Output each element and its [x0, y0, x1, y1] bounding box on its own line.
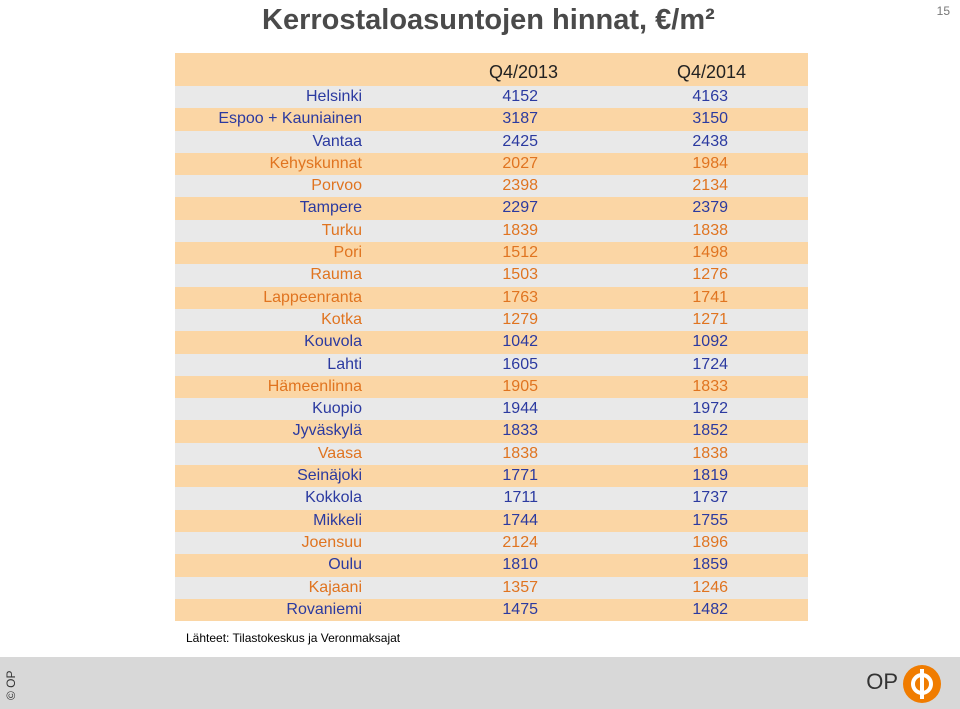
q4-2013-value-cell: 1810 [502, 556, 538, 574]
q4-2014-value-cell: 1482 [692, 600, 728, 618]
q4-2013-value-cell: 2027 [502, 154, 538, 172]
q4-2013-value-cell: 1839 [502, 221, 538, 239]
source-note: Lähteet: Tilastokeskus ja Veronmaksajat [186, 631, 401, 645]
table-row [175, 86, 808, 108]
footer-bar [0, 657, 960, 709]
price-table [175, 53, 808, 621]
city-name-cell: Vaasa [317, 444, 362, 462]
table-row [175, 487, 808, 509]
table-row [175, 175, 808, 197]
city-name-cell: Kehyskunnat [269, 154, 362, 172]
q4-2014-value-cell: 1246 [692, 578, 728, 596]
q4-2014-value-cell: 1833 [692, 377, 728, 395]
table-row [175, 287, 808, 309]
city-name-cell: Pori [333, 244, 362, 262]
city-name-cell: Hämeenlinna [267, 377, 362, 395]
page-number: 15 [936, 4, 950, 18]
city-name-cell: Helsinki [305, 88, 362, 105]
table-row [175, 465, 808, 487]
city-name-cell: Jyväskylä [292, 422, 362, 440]
table-row [175, 443, 808, 465]
city-name-cell: Rovaniemi [286, 600, 362, 618]
q4-2013-value-cell: 1357 [502, 578, 538, 596]
city-name-cell: Porvoo [311, 177, 362, 195]
q4-2014-value-cell: 1819 [692, 467, 728, 485]
q4-2014-value-cell: 1724 [692, 355, 728, 373]
table-row [175, 108, 808, 130]
page-title: Kerrostaloasuntojen hinnat, €/m² [262, 4, 715, 36]
q4-2014-value-cell: 1737 [692, 489, 728, 507]
q4-2014-value-cell: 1984 [692, 154, 728, 172]
q4-2013-value-cell: 2297 [502, 199, 538, 217]
table-row [175, 510, 808, 532]
table-row [175, 577, 808, 599]
q4-2013-value-cell: 1605 [502, 355, 538, 373]
q4-2014-value-cell: 1896 [692, 533, 728, 551]
q4-2014-value-cell: 2134 [692, 177, 728, 195]
table-row [175, 554, 808, 576]
q4-2013-value-cell: 1763 [502, 288, 538, 306]
q4-2014-value-cell: 1741 [692, 288, 728, 306]
q4-2013-value-cell: 2124 [502, 533, 538, 551]
table-row [175, 599, 808, 621]
city-name-cell: Tampere [299, 199, 362, 217]
q4-2013-value-cell: 1279 [502, 310, 538, 328]
op-logo-text: OP [866, 669, 898, 694]
q4-2014-value-cell: 1092 [692, 333, 728, 351]
q4-2013-value-cell: 1905 [502, 377, 538, 395]
city-name-cell: Turku [321, 221, 362, 239]
city-name-cell: Lahti [327, 355, 362, 373]
table-row [175, 420, 808, 442]
q4-2014-value-cell: 1755 [692, 511, 728, 529]
q4-2014-value-cell: 1972 [692, 400, 728, 418]
city-name-cell: Kokkola [305, 489, 362, 507]
q4-2013-value-cell: 1503 [502, 266, 538, 284]
city-name-cell: Kajaani [308, 578, 362, 596]
table-row [175, 398, 808, 420]
table-row [175, 131, 808, 153]
table-row [175, 197, 808, 219]
column-header-q4-2013: Q4/2013 [488, 62, 558, 82]
q4-2013-value-cell: 4152 [502, 88, 538, 105]
q4-2014-value-cell: 1838 [692, 444, 728, 462]
city-name-cell: Kotka [321, 310, 362, 328]
city-name-cell: Rauma [310, 266, 362, 284]
q4-2014-value-cell: 2379 [692, 199, 728, 217]
q4-2014-value-cell: 4163 [692, 88, 728, 105]
table-row [175, 331, 808, 353]
city-name-cell: Oulu [328, 556, 362, 574]
table-row [175, 532, 808, 554]
q4-2013-value-cell: 1475 [502, 600, 538, 618]
table-row [175, 220, 808, 242]
table-row [175, 153, 808, 175]
city-name-cell: Vantaa [312, 132, 362, 150]
q4-2014-value-cell: 1271 [692, 310, 728, 328]
q4-2014-value-cell: 1852 [692, 422, 728, 440]
copyright-text: © OP [4, 670, 18, 700]
q4-2014-value-cell: 1498 [692, 244, 728, 262]
city-name-cell: Kouvola [304, 333, 362, 351]
city-name-cell: Joensuu [301, 533, 362, 551]
q4-2013-value-cell: 1833 [502, 422, 538, 440]
q4-2014-value-cell: 1276 [692, 266, 728, 284]
table-row [175, 354, 808, 376]
q4-2013-value-cell: 1771 [502, 467, 538, 485]
city-name-cell: Mikkeli [313, 511, 362, 529]
q4-2013-value-cell: 1838 [502, 444, 538, 462]
table-header-row [175, 53, 808, 86]
table-row [175, 242, 808, 264]
q4-2013-value-cell: 1744 [502, 511, 538, 529]
table-body [175, 86, 808, 621]
q4-2013-value-cell: 1042 [502, 333, 538, 351]
q4-2013-value-cell: 2425 [502, 132, 538, 150]
city-name-cell: Seinäjoki [297, 467, 362, 485]
q4-2014-value-cell: 1838 [692, 221, 728, 239]
q4-2014-value-cell: 2438 [692, 132, 728, 150]
city-name-cell: Espoo + Kauniainen [218, 110, 362, 128]
city-name-cell: Kuopio [312, 400, 362, 418]
table-row [175, 309, 808, 331]
q4-2013-value-cell: 1711 [503, 489, 538, 507]
column-header-q4-2014: Q4/2014 [676, 62, 746, 82]
q4-2014-value-cell: 3150 [692, 110, 728, 128]
q4-2013-value-cell: 3187 [502, 110, 538, 128]
q4-2014-value-cell: 1859 [692, 556, 728, 574]
q4-2013-value-cell: 1512 [502, 244, 538, 262]
city-name-cell: Lappeenranta [263, 288, 362, 306]
table-row [175, 264, 808, 286]
q4-2013-value-cell: 1944 [502, 400, 538, 418]
op-logo-icon [902, 664, 942, 704]
q4-2013-value-cell: 2398 [502, 177, 538, 195]
table-row [175, 376, 808, 398]
